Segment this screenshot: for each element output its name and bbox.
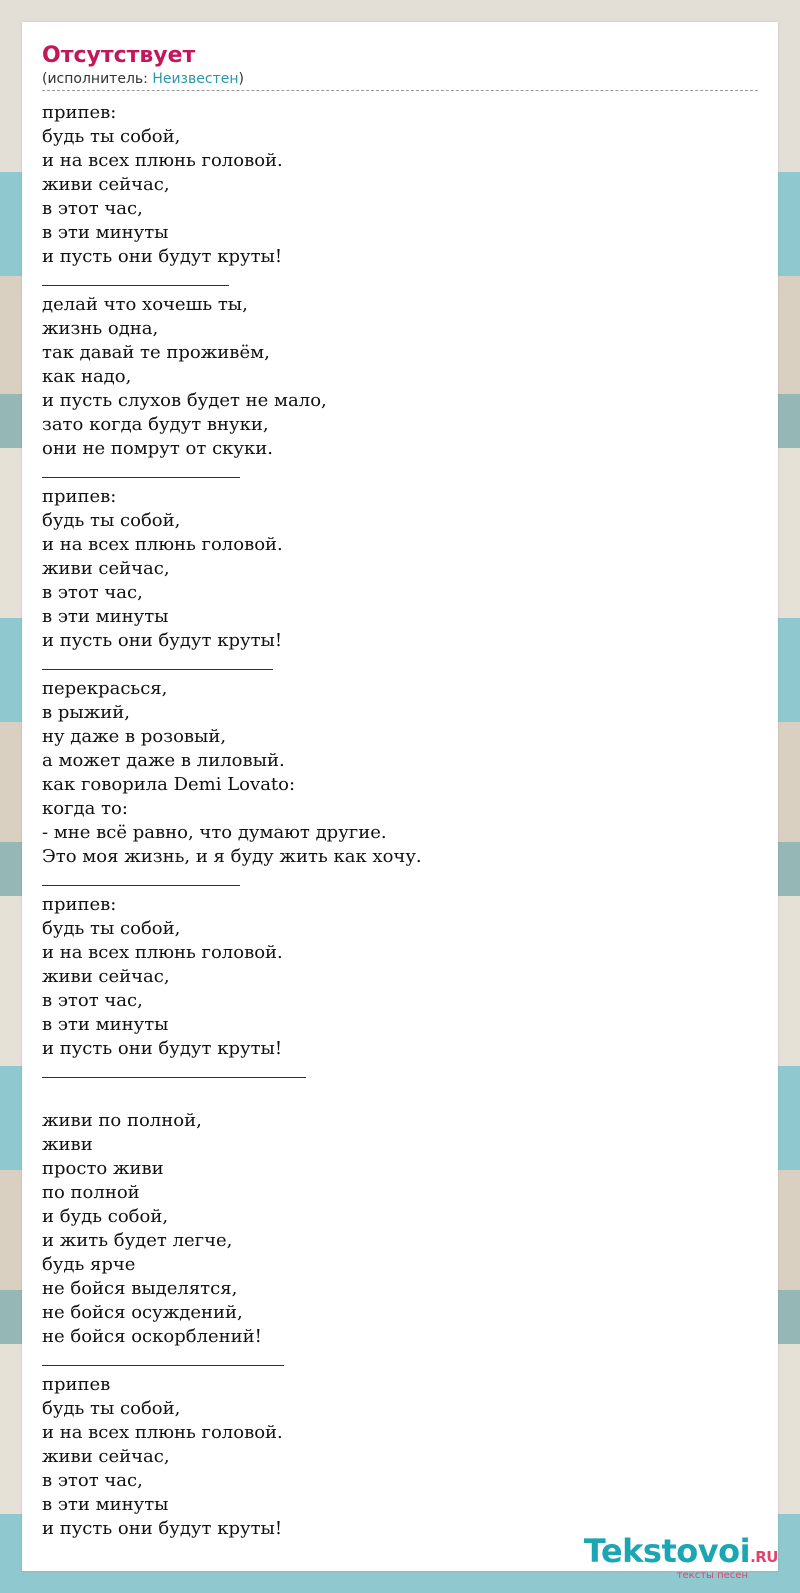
lyric-line: живи сейчас, xyxy=(42,174,170,195)
lyric-line: в эти минуты xyxy=(42,1014,169,1035)
lyric-line: и на всех плюнь головой. xyxy=(42,534,283,555)
lyric-line: а может даже в лиловый. xyxy=(42,750,285,771)
lyric-line: припев xyxy=(42,1374,111,1395)
lyric-line: в этот час, xyxy=(42,198,143,219)
logo-tagline: тексты песен xyxy=(676,1570,748,1581)
lyric-line: не бойся осуждений, xyxy=(42,1302,243,1323)
lyric-line: живи сейчас, xyxy=(42,558,170,579)
lyric-line: и жить будет легче, xyxy=(42,1230,233,1251)
lyric-line: когда то: xyxy=(42,798,128,819)
lyric-line: в эти минуты xyxy=(42,606,169,627)
lyric-line: будь ты собой, xyxy=(42,918,181,939)
verse-separator xyxy=(42,869,758,893)
lyric-line: по полной xyxy=(42,1182,140,1203)
lyric-line: перекрасься, xyxy=(42,678,168,699)
lyric-line: и пусть они будут круты! xyxy=(42,630,283,651)
lyric-line: в рыжий, xyxy=(42,702,130,723)
lyric-line: так давай те проживём, xyxy=(42,342,270,363)
lyrics-card xyxy=(22,22,778,1571)
lyric-line: делай что хочешь ты, xyxy=(42,294,248,315)
artist-link[interactable]: Неизвестен xyxy=(152,71,239,87)
lyric-line: и будь собой, xyxy=(42,1206,169,1227)
separator-line xyxy=(42,1349,284,1366)
logo-wordmark xyxy=(584,1534,778,1574)
separator-line xyxy=(42,269,229,286)
lyric-line: ну даже в розовый, xyxy=(42,726,227,747)
lyric-line: будь ты собой, xyxy=(42,126,181,147)
verse-separator xyxy=(42,1349,758,1373)
lyric-line: жизнь одна, xyxy=(42,318,159,339)
song-title: Отсутствует xyxy=(42,43,196,68)
lyric-line: не бойся выделятся, xyxy=(42,1278,238,1299)
lyric-line: припев: xyxy=(42,894,117,915)
lyric-line: в эти минуты xyxy=(42,1494,169,1515)
lyric-line: Это моя жизнь, и я буду жить как хочу. xyxy=(42,846,422,867)
lyric-line: будь ты собой, xyxy=(42,510,181,531)
lyric-line: живи сейчас, xyxy=(42,1446,170,1467)
lyric-line: живи сейчас, xyxy=(42,966,170,987)
lyric-line: будь ты собой, xyxy=(42,1398,181,1419)
lyric-line: как надо, xyxy=(42,366,132,387)
lyric-line: живи по полной, xyxy=(42,1110,202,1131)
lyric-line: - мне всё равно, что думают другие. xyxy=(42,822,387,843)
lyric-line: в этот час, xyxy=(42,582,143,603)
lyric-line: и пусть они будут круты! xyxy=(42,1518,283,1539)
lyric-line: в эти минуты xyxy=(42,222,169,243)
lyrics-body xyxy=(42,101,758,1541)
separator-line xyxy=(42,1061,306,1078)
lyric-line: в этот час, xyxy=(42,990,143,1011)
lyric-line: припев: xyxy=(42,486,117,507)
lyric-line: просто живи xyxy=(42,1158,164,1179)
lyric-line: и на всех плюнь головой. xyxy=(42,942,283,963)
verse-separator xyxy=(42,653,758,677)
separator-line xyxy=(42,461,240,478)
lyric-line: зато когда будут внуки, xyxy=(42,414,269,435)
logo-brand: Tekstovoi xyxy=(583,1532,751,1570)
verse-separator xyxy=(42,269,758,293)
lyric-line: живи xyxy=(42,1134,93,1155)
separator-line xyxy=(42,869,240,886)
lyric-line: в этот час, xyxy=(42,1470,143,1491)
verse-separator xyxy=(42,1061,758,1085)
lyric-line: и пусть они будут круты! xyxy=(42,1038,283,1059)
lyric-line: не бойся оскорблений! xyxy=(42,1326,262,1347)
artist-suffix: ) xyxy=(238,71,244,87)
site-logo[interactable] xyxy=(584,1534,778,1581)
lyric-line: и пусть они будут круты! xyxy=(42,246,283,267)
lyric-line: как говорила Demi Lovato: xyxy=(42,774,296,795)
lyric-line: и на всех плюнь головой. xyxy=(42,1422,283,1443)
logo-domain: .RU xyxy=(750,1548,778,1566)
lyric-line: и на всех плюнь головой. xyxy=(42,150,283,171)
lyric-line: будь ярче xyxy=(42,1254,136,1275)
lyric-line: они не помрут от скуки. xyxy=(42,438,273,459)
artist-prefix: (исполнитель: xyxy=(42,71,153,87)
blank-line xyxy=(42,1085,758,1109)
lyric-line: и пусть слухов будет не мало, xyxy=(42,390,327,411)
separator-line xyxy=(42,653,273,670)
verse-separator xyxy=(42,461,758,485)
lyric-line: припев: xyxy=(42,102,117,123)
artist-line xyxy=(42,70,758,91)
